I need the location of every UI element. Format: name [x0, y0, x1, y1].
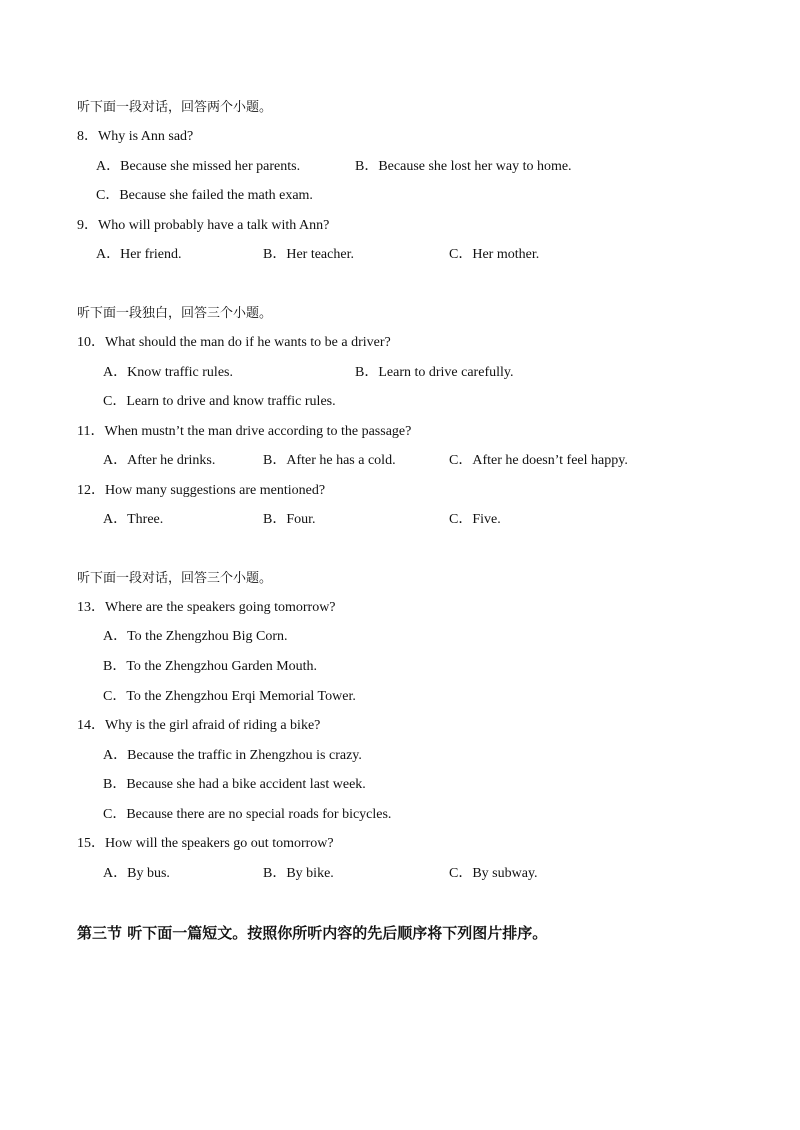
- option-c: C．Because there are no special roads for bicycles.: [103, 807, 392, 822]
- option-b: B．Four.: [263, 512, 316, 527]
- option-a: A．Her friend.: [96, 247, 182, 262]
- question-stem: 9．Who will probably have a talk with Ann?: [77, 218, 330, 233]
- question-stem: 14．Why is the girl afraid of riding a bike?: [77, 718, 321, 733]
- option-c: C．Five.: [449, 512, 501, 527]
- option-a: A．To the Zhengzhou Big Corn.: [103, 629, 288, 644]
- question-stem: 11．When mustn’t the man drive according to the passage?: [77, 424, 412, 439]
- question-stem: 15．How will the speakers go out tomorrow?: [77, 836, 334, 851]
- option-a: A．Three.: [103, 512, 164, 527]
- section-intro: 听下面一段独白，回答三个小题。: [77, 306, 273, 321]
- option-b: B．To the Zhengzhou Garden Mouth.: [103, 659, 318, 674]
- question-stem: 12．How many suggestions are mentioned?: [77, 483, 326, 498]
- option-c: C．Because she failed the math exam.: [96, 188, 313, 203]
- option-b: B．Because she had a bike accident last week.: [103, 777, 366, 792]
- section-intro: 听下面一段对话，回答三个小题。: [77, 571, 273, 586]
- option-b: B．Her teacher.: [263, 247, 354, 262]
- option-a: A．Know traffic rules.: [103, 365, 233, 380]
- option-c: C．By subway.: [449, 866, 538, 881]
- section-intro: 听下面一段对话，回答两个小题。: [77, 100, 273, 115]
- option-c: C．After he doesn’t feel happy.: [449, 453, 628, 468]
- part-heading: 第三节 听下面一篇短文。按照你所听内容的先后顺序将下列图片排序。: [77, 924, 548, 942]
- question-stem: 8．Why is Ann sad?: [77, 129, 194, 144]
- option-b: B．Learn to drive carefully.: [355, 365, 514, 380]
- option-c: C．To the Zhengzhou Erqi Memorial Tower.: [103, 689, 356, 704]
- option-b: B．After he has a cold.: [263, 453, 396, 468]
- option-a: A．Because the traffic in Zhengzhou is crazy.: [103, 748, 362, 763]
- option-c: C．Learn to drive and know traffic rules.: [103, 394, 336, 409]
- option-c: C．Her mother.: [449, 247, 540, 262]
- option-a: A．After he drinks.: [103, 453, 216, 468]
- question-stem: 13．Where are the speakers going tomorrow?: [77, 600, 336, 615]
- option-a: A．Because she missed her parents.: [96, 159, 301, 174]
- question-stem: 10．What should the man do if he wants to be a driver?: [77, 335, 391, 350]
- option-b: B．Because she lost her way to home.: [355, 159, 572, 174]
- option-a: A．By bus.: [103, 866, 170, 881]
- option-b: B．By bike.: [263, 866, 334, 881]
